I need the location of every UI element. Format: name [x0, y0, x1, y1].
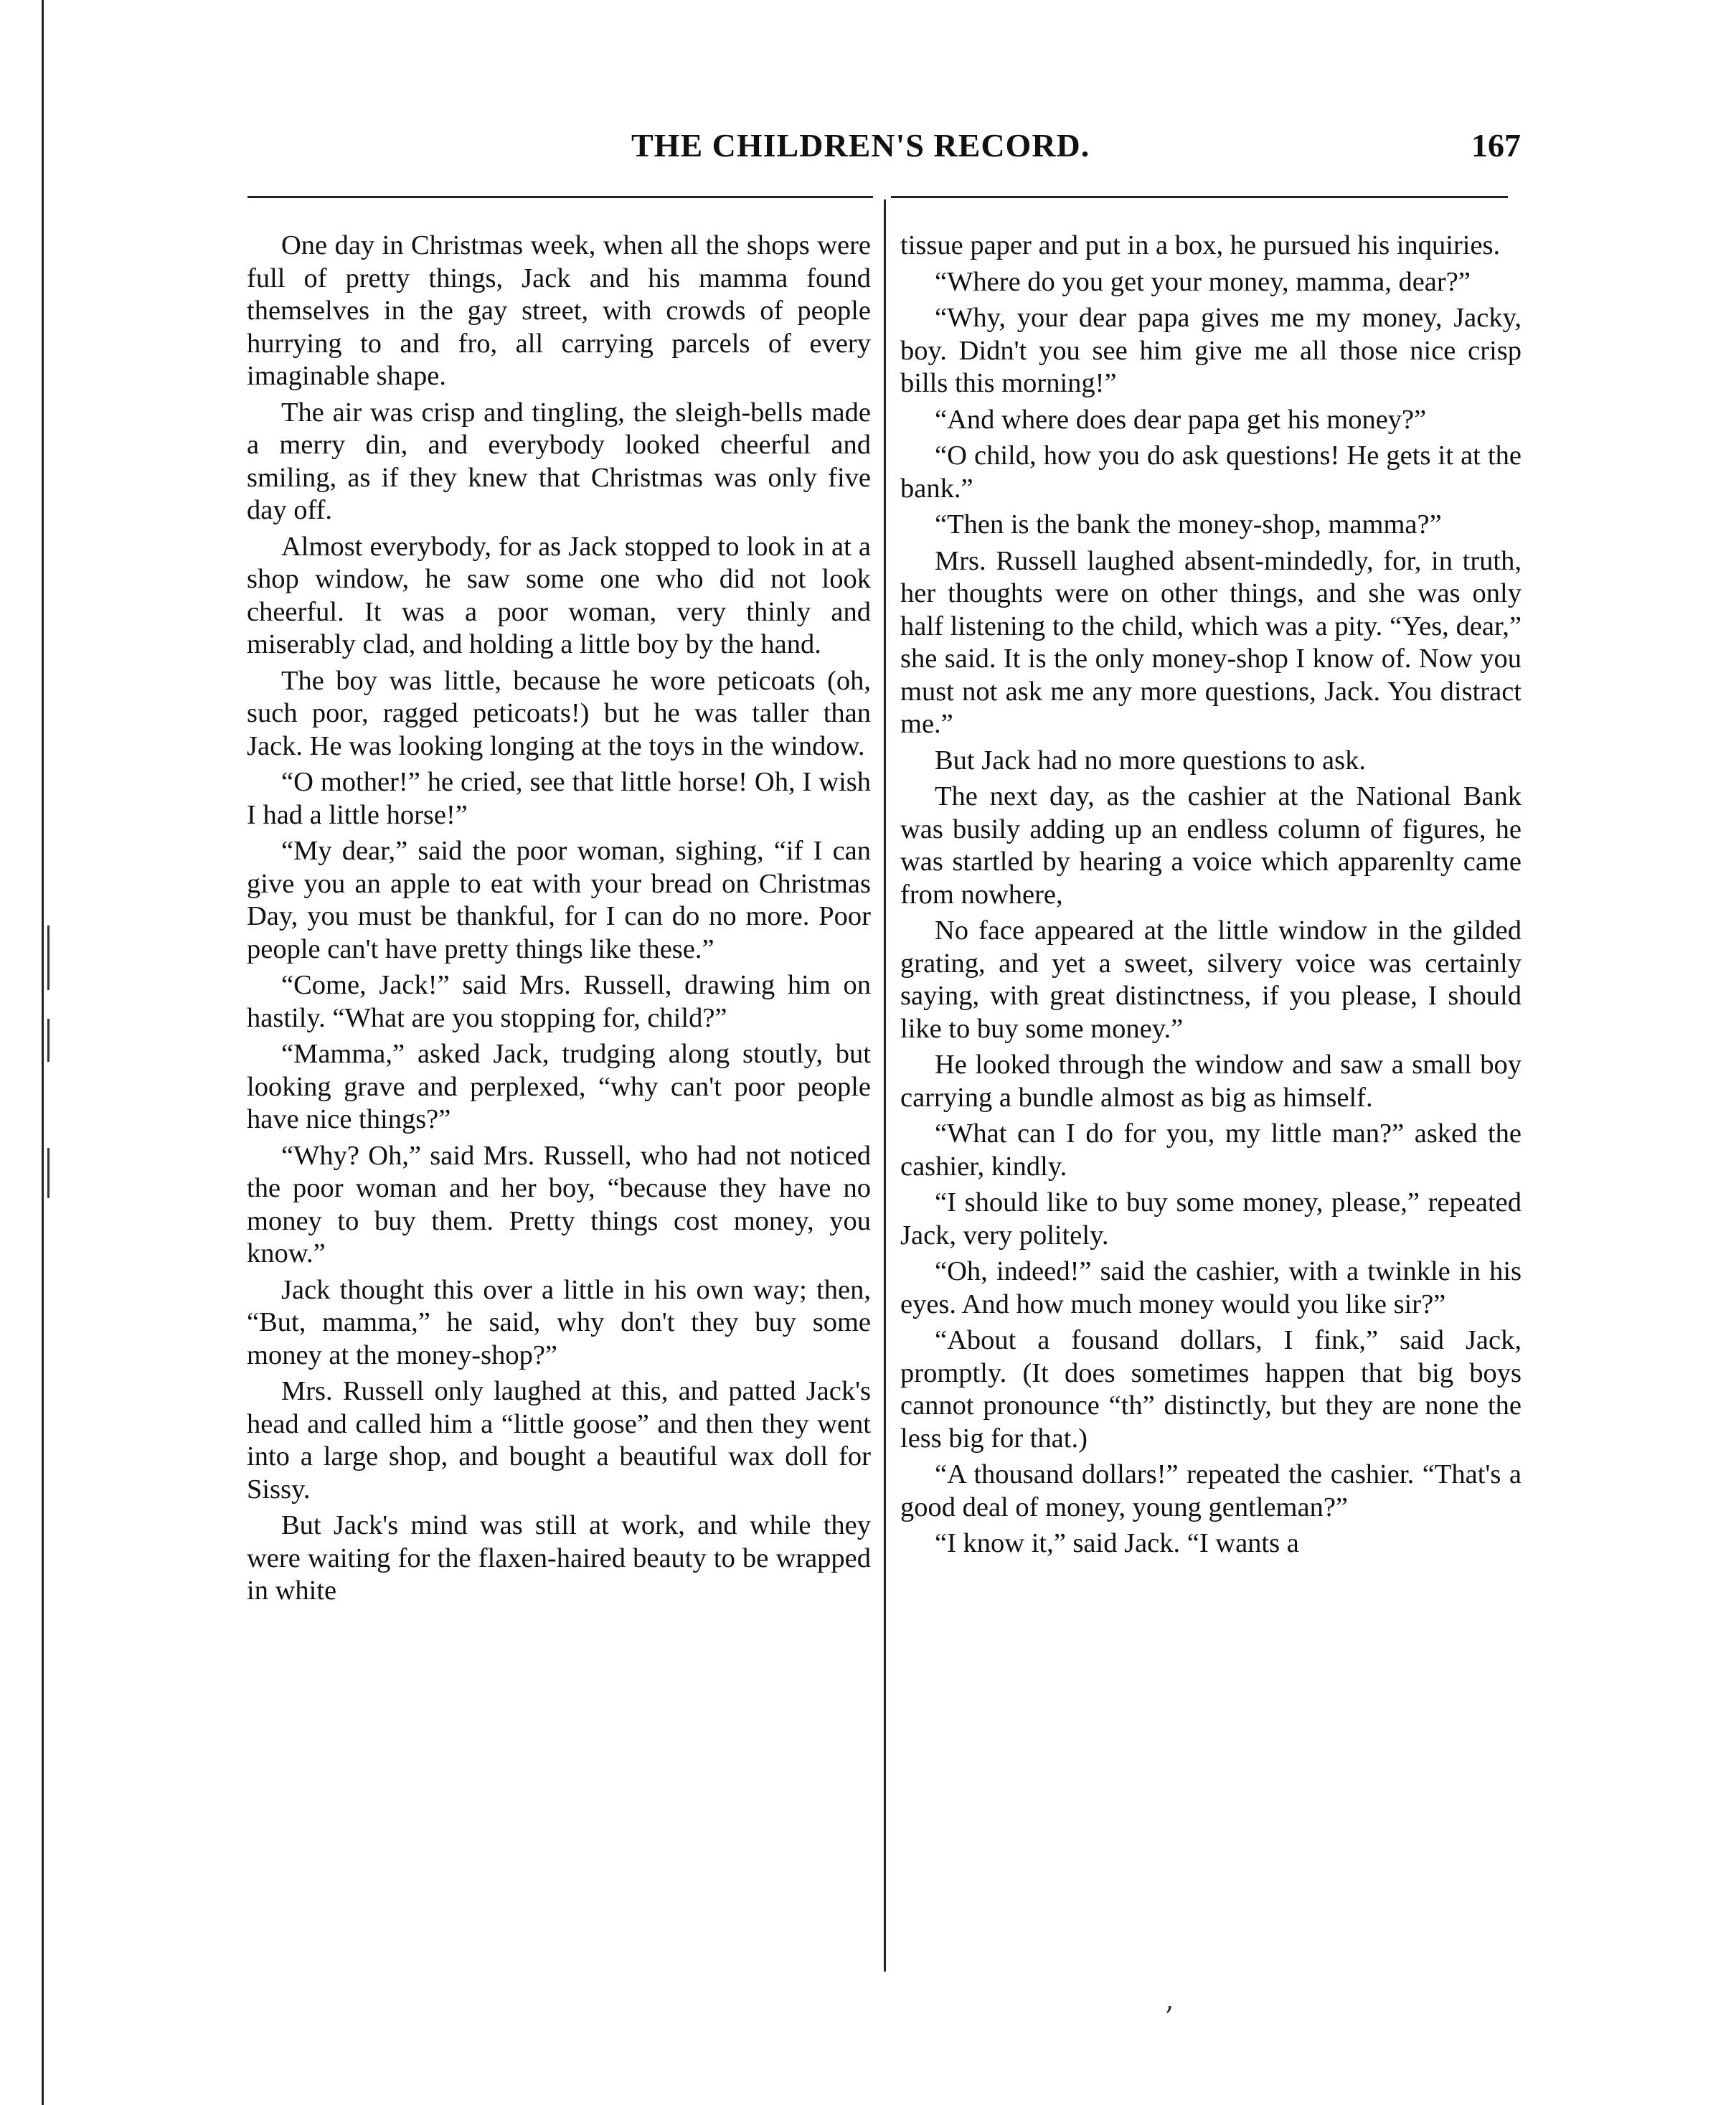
paragraph: “A thousand dollars!” repeated the cashier. “That's a good deal of money, young gentleman?”	[900, 1459, 1522, 1522]
paragraph: “Then is the bank the money-shop, mamma?”	[935, 509, 1442, 540]
paragraph: One day in Christmas week, when all the shops were full of pretty things, Jack and his mamma found themselves in the gay street, with crowds of people hurrying to and fro, all carrying parcels of every imaginable shape.	[247, 230, 871, 391]
paragraph: “What can I do for you, my little man?” asked the cashier, kindly.	[900, 1119, 1522, 1182]
paragraph: The next day, as the cashier at the National Bank was busily adding up an endless column of figures, he was startled by hearing a voice which apparenlty came from nowhere,	[900, 781, 1522, 910]
paragraph: But Jack's mind was still at work, and while they were waiting for the flaxen-haired beauty to be wrapped in white	[247, 1510, 871, 1606]
paragraph: “About a fousand dollars, I fink,” said Jack, promptly. (It does sometimes happen that big boys cannot pronounce “th” distinctly, but they are none the less big for that.)	[900, 1325, 1522, 1454]
left-column	[247, 230, 871, 1611]
margin-mark	[47, 1019, 49, 1062]
paragraph: “Oh, indeed!” said the cashier, with a twinkle in his eyes. And how much money would you like sir?”	[900, 1256, 1522, 1319]
paragraph: He looked through the window and saw a small boy carrying a bundle almost as big as himself.	[900, 1050, 1522, 1113]
paragraph: “My dear,” said the poor woman, sighing, “if I can give you an apple to eat with your bread on Christmas Day, you must be thankful, for I can do no more. Poor people can't have pretty things like these.”	[247, 836, 871, 964]
header-rule	[247, 196, 873, 198]
paragraph: “I know it,” said Jack. “I wants a	[935, 1528, 1299, 1558]
paragraph: “O child, how you do ask questions! He gets it at the bank.”	[900, 441, 1522, 504]
paragraph-continuation: tissue paper and put in a box, he pursued his inquiries.	[900, 230, 1501, 260]
paragraph: The boy was little, because he wore peticoats (oh, such poor, ragged peticoats!) but he was taller than Jack. He was looking longing at the toys in the window.	[247, 665, 871, 761]
stray-ink-mark: ʼ	[1164, 2002, 1173, 2035]
paragraph: “Why? Oh,” said Mrs. Russell, who had not noticed the poor woman and her boy, “because they have no money to buy them. Pretty things cost money, you know.”	[247, 1140, 871, 1268]
paragraph: But Jack had no more questions to ask.	[935, 745, 1366, 776]
paragraph: “O mother!” he cried, see that little horse! Oh, I wish I had a little horse!”	[247, 767, 871, 830]
right-column	[900, 230, 1522, 1564]
margin-mark	[47, 926, 49, 990]
paragraph: “Mamma,” asked Jack, trudging along stoutly, but looking grave and perplexed, “why can't poor people have nice things?”	[247, 1039, 871, 1134]
paragraph: “Why, your dear papa gives me my money, Jacky, boy. Didn't you see him give me all those nice crisp bills this morning!”	[900, 303, 1522, 398]
paragraph: “And where does dear papa get his money?”	[935, 404, 1427, 435]
paragraph: Mrs. Russell only laughed at this, and patted Jack's head and called him a “little goose” and then they went into a large shop, and bought a beautiful wax doll for Sissy.	[247, 1376, 871, 1504]
running-header	[244, 126, 1521, 184]
journal-title: THE CHILDREN'S RECORD.	[631, 127, 1090, 164]
paragraph: The air was crisp and tingling, the sleigh-bells made a merry din, and everybody looked cheerful and smiling, as if they knew that Christmas was only five day off.	[247, 397, 871, 525]
paragraph: “I should like to buy some money, please,” repeated Jack, very politely.	[900, 1187, 1522, 1251]
header-rule	[891, 196, 1508, 198]
paragraph: Mrs. Russell laughed absent-mindedly, for, in truth, her thoughts were on other things, and she was only half listening to the child, which was a pity. “Yes, dear,” she said. It is the only money-shop I know of. Now you must not ask me any more questions, Jack. You distract me.”	[900, 545, 1522, 739]
binding-margin-rule	[42, 0, 44, 2105]
page-number: 167	[1471, 127, 1521, 164]
paragraph: “Come, Jack!” said Mrs. Russell, drawing him on hastily. “What are you stopping for, child?”	[247, 970, 871, 1033]
paragraph: Jack thought this over a little in his own way; then, “But, mamma,” he said, why don't they buy some money at the money-shop?”	[247, 1274, 871, 1370]
margin-mark	[47, 1148, 49, 1198]
paragraph: “Where do you get your money, mamma, dear?”	[935, 266, 1471, 297]
paragraph: Almost everybody, for as Jack stopped to look in at a shop window, he saw some one who did not look cheerful. It was a poor woman, very thinly and miserably clad, and holding a little boy by the hand.	[247, 531, 871, 659]
paragraph: No face appeared at the little window in the gilded grating, and yet a sweet, silvery voice was certainly saying, with great distinctness, if you please, I should like to buy some money.”	[900, 915, 1522, 1044]
column-divider	[884, 199, 886, 1972]
